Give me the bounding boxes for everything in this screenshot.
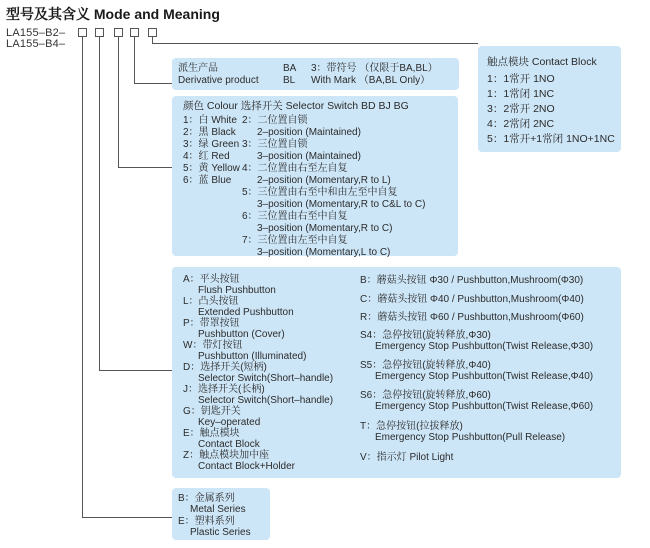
position-en: 3–position (Momentary,L to C) [257, 247, 391, 258]
head-type-cn: E：触点模块 [183, 428, 240, 439]
estop-en: Emergency Stop Pushbutton(Twist Release,Φ60) [375, 401, 594, 412]
position-cn: 4：二位置由右至左自复 [242, 163, 348, 174]
position-cn: 6：三位置由右至中自复 [242, 211, 348, 222]
contact-block-header: 触点模块 Contact Block [487, 56, 597, 68]
colour-item: 5：黄 Yellow [183, 163, 240, 174]
position-en: 3–position (Momentary,R to C&L to C) [257, 199, 426, 210]
estop-cn: S4：急停按钮(旋转释放,Φ30) [360, 330, 491, 341]
mushroom-head-item: R：蘑菇头按钮 Φ60 / Pushbutton,Mushroom(Φ60) [360, 312, 584, 323]
mushroom-head-item: C：蘑菇头按钮 Φ40 / Pushbutton,Mushroom(Φ40) [360, 294, 584, 305]
derivative-desc-en: With Mark （BA,BL Only） [311, 75, 431, 86]
head-type-en: Contact Block+Holder [198, 461, 295, 472]
colour-item: 2：黑 Black [183, 127, 236, 138]
derivative-code-ba: BA [283, 63, 297, 74]
page-title: 型号及其含义 Mode and Meaning [6, 6, 220, 22]
contact-item: 3：2常开 2NO [487, 103, 555, 115]
contact-item: 1：1常闭 1NC [487, 88, 555, 100]
model-code-b2: LA155–B2– [6, 27, 66, 39]
series-en: Plastic Series [190, 527, 251, 538]
pilot-light-item: V：指示灯 Pilot Light [360, 452, 454, 463]
position-en: 2–position (Maintained) [257, 127, 361, 138]
head-type-cn: P：带罩按钮 [183, 318, 240, 329]
colour-item: 6：蓝 Blue [183, 175, 232, 186]
colour-item: 3：绿 Green [183, 139, 240, 150]
line-contact [153, 37, 479, 44]
head-type-en: Flush Pushbutton [198, 285, 276, 296]
position-en: 3–position (Momentary,R to C) [257, 223, 393, 234]
head-type-cn: D：选择开关(短柄) [183, 362, 267, 373]
head-type-cn: L：凸头按钮 [183, 296, 239, 307]
position-cn: 5：三位置由右至中和由左至中自复 [242, 187, 398, 198]
contact-item: 5：1常开+1常闭 1NO+1NC [487, 133, 615, 145]
head-type-en: Key–operated [198, 417, 261, 428]
position-en: 3–position (Maintained) [257, 151, 361, 162]
mushroom-head-item: B：蘑菇头按钮 Φ30 / Pushbutton,Mushroom(Φ30) [360, 275, 584, 286]
derivative-label-en: Derivative product [178, 75, 259, 86]
derivative-desc-cn: 3：带符号 （仅限于BA,BL） [311, 63, 438, 74]
estop-cn: S5：急停按钮(旋转释放,Φ40) [360, 360, 491, 371]
selector-header: 颜色 Colour 选择开关 Selector Switch BD BJ BG [183, 100, 409, 112]
estop-en: Emergency Stop Pushbutton(Twist Release,Φ30) [375, 341, 594, 352]
estop-cn: T：急停按钮(拉拔释放) [360, 421, 463, 432]
head-type-cn: Z：触点模块加中座 [183, 450, 270, 461]
position-cn: 2：二位置自锁 [242, 115, 308, 126]
head-type-en: Selector Switch(Short–handle) [198, 395, 334, 406]
series-cn: E：塑料系列 [178, 516, 235, 527]
head-type-cn: W：带灯按钮 [183, 340, 243, 351]
derivative-label-cn: 派生产品 [178, 63, 218, 74]
contact-item: 1：1常开 1NO [487, 73, 555, 85]
position-cn: 3：三位置自锁 [242, 139, 308, 150]
line-colour [119, 37, 173, 168]
head-type-cn: J：选择开关(长柄) [183, 384, 265, 395]
head-type-en: Contact Block [198, 439, 260, 450]
head-type-en: Pushbutton (Cover) [198, 329, 285, 340]
colour-item: 1：白 White [183, 115, 237, 126]
derivative-code-bl: BL [283, 75, 296, 86]
model-code-b4: LA155–B4– [6, 38, 66, 50]
line-head [100, 37, 173, 371]
head-type-cn: A：平头按钮 [183, 274, 240, 285]
estop-en: Emergency Stop Pushbutton(Pull Release) [375, 432, 566, 443]
series-cn: B：金属系列 [178, 493, 235, 504]
head-type-en: Selector Switch(Short–handle) [198, 373, 334, 384]
position-en: 2–position (Momentary,R to L) [257, 175, 391, 186]
contact-item: 4：2常闭 2NC [487, 118, 555, 130]
head-type-en: Pushbutton (Illuminated) [198, 351, 307, 362]
line-series [83, 37, 173, 518]
colour-item: 4：红 Red [183, 151, 230, 162]
series-en: Metal Series [190, 504, 246, 515]
estop-cn: S6：急停按钮(旋转释放,Φ60) [360, 390, 491, 401]
estop-en: Emergency Stop Pushbutton(Twist Release,Φ40) [375, 371, 594, 382]
head-type-en: Extended Pushbutton [198, 307, 294, 318]
head-type-cn: G：钥匙开关 [183, 406, 241, 417]
position-cn: 7：三位置由左至中自复 [242, 235, 348, 246]
